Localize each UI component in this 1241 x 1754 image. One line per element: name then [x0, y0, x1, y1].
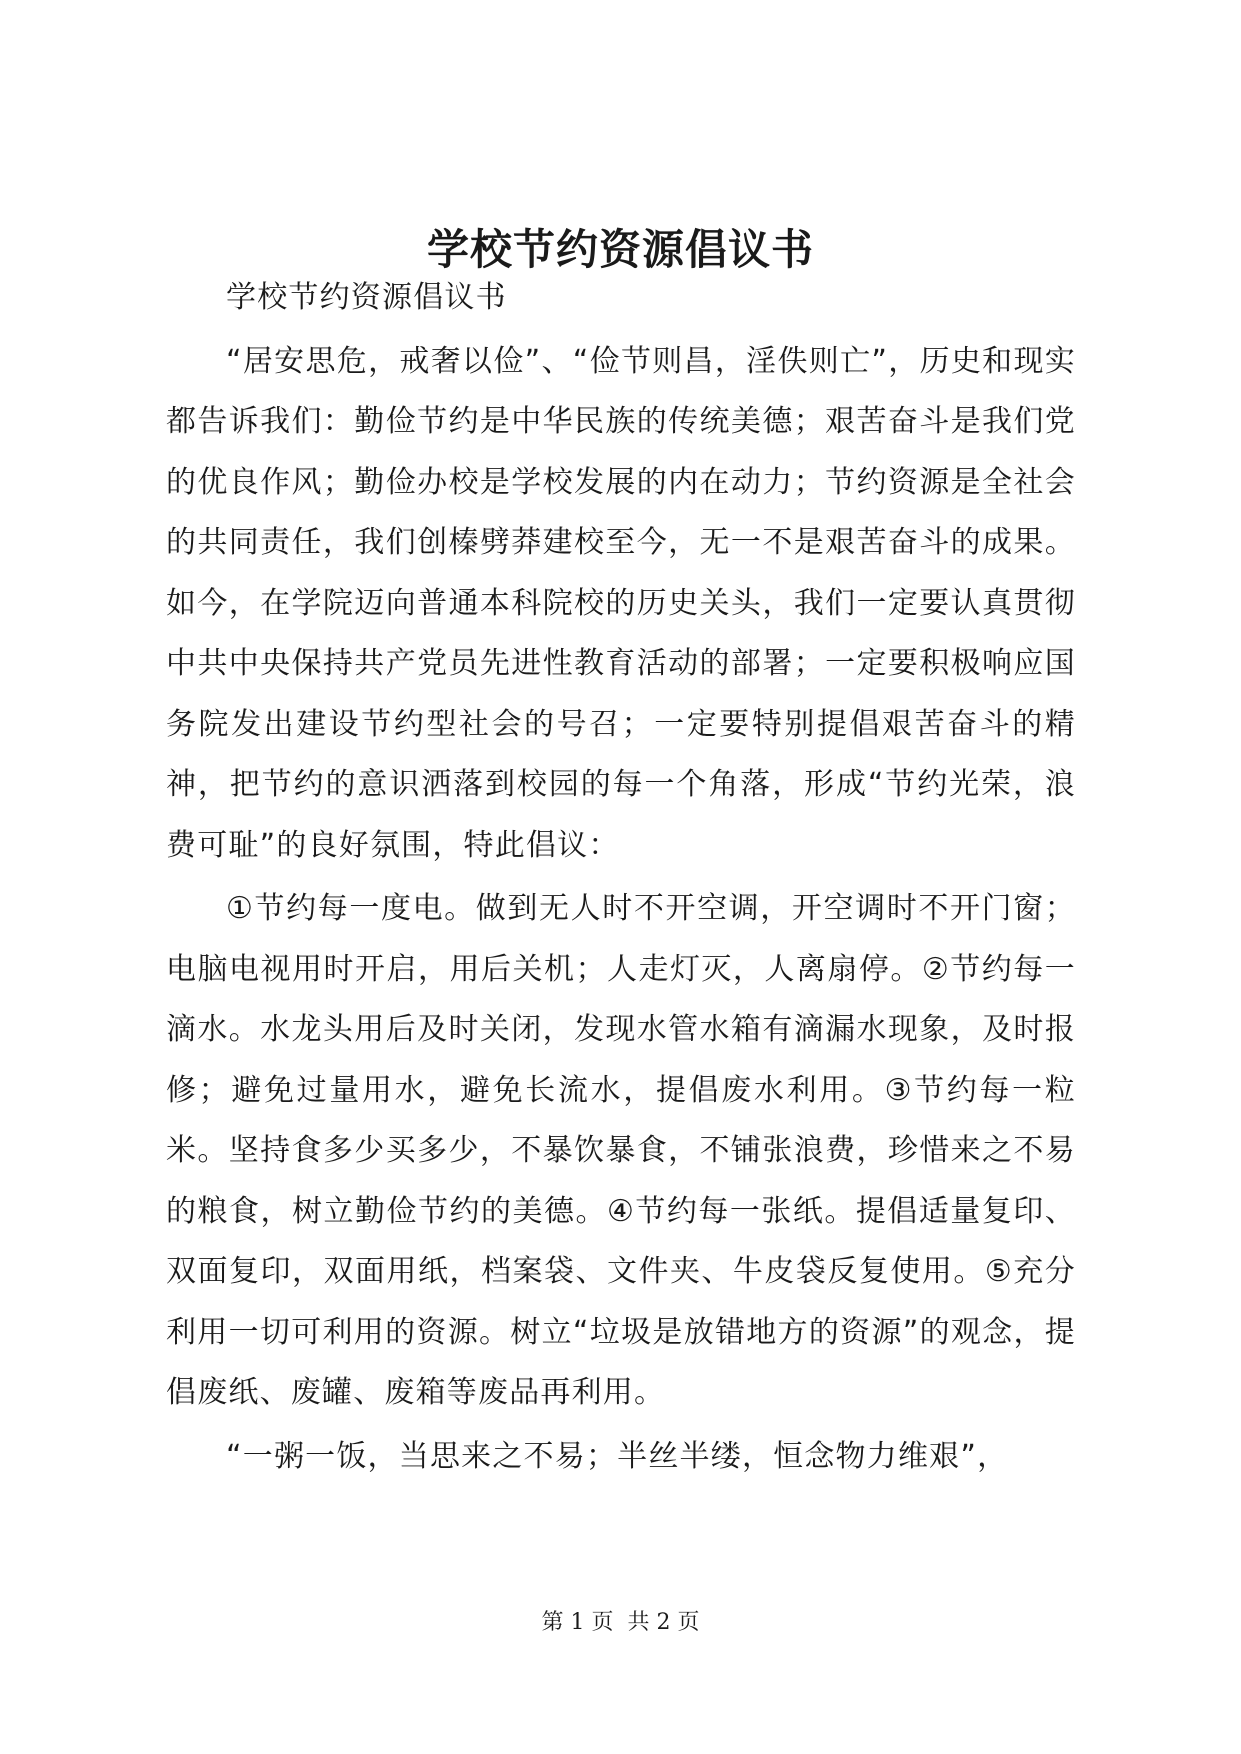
document-body [166, 268, 1076, 1490]
paragraph-proposals: ①节约每一度电。做到无人时不开空调，开空调时不开门窗；电脑电视用时开启，用后关机；人走灯灭，人离扇停。②节约每一滴水。水龙头用后及时关闭，发现水管水箱有滴漏水现象，及时报修；避免过量用水，避免长流水，提倡废水利用。③节约每一粒米。坚持食多少买多少，不暴饮暴食，不铺张浪费，珍惜来之不易的粮食，树立勤俭节约的美德。④节约每一张纸。提倡适量复印、双面复印，双面用纸，档案袋、文件夹、牛皮袋反复使用。⑤充分利用一切可利用的资源。树立“垃圾是放错地方的资源”的观念，提倡废纸、废罐、废箱等废品再利用。 [166, 891, 1076, 1410]
page-footer [0, 1608, 1241, 1638]
document-title: 学校节约资源倡议书 [426, 225, 814, 274]
document-subtitle: 学校节约资源倡议书 [226, 280, 507, 315]
paragraph-closing: “一粥一饭，当思来之不易；半丝半缕，恒念物力维艰”， [226, 1438, 1009, 1474]
paragraph-intro: “居安思危，戒奢以俭”、“俭节则昌，淫佚则亡”，历史和现实都告诉我们：勤俭节约是中华民族的传统美德；艰苦奋斗是我们党的优良作风；勤俭办校是学校发展的内在动力；节约资源是全社会的共同责任，我们创榛劈莽建校至今，无一不是艰苦奋斗的成果。如今，在学院迈向普通本科院校的历史关头，我们一定要认真贯彻中共中央保持共产党员先进性教育活动的部署；一定要积极响应国务院发出建设节约型社会的号召；一定要特别提倡艰苦奋斗的精神，把节约的意识洒落到校园的每一个角落，形成“节约光荣，浪费可耻”的良好氛围，特此倡议： [166, 343, 1076, 863]
page-number-label: 第 1 页 共 2 页 [541, 1610, 700, 1635]
